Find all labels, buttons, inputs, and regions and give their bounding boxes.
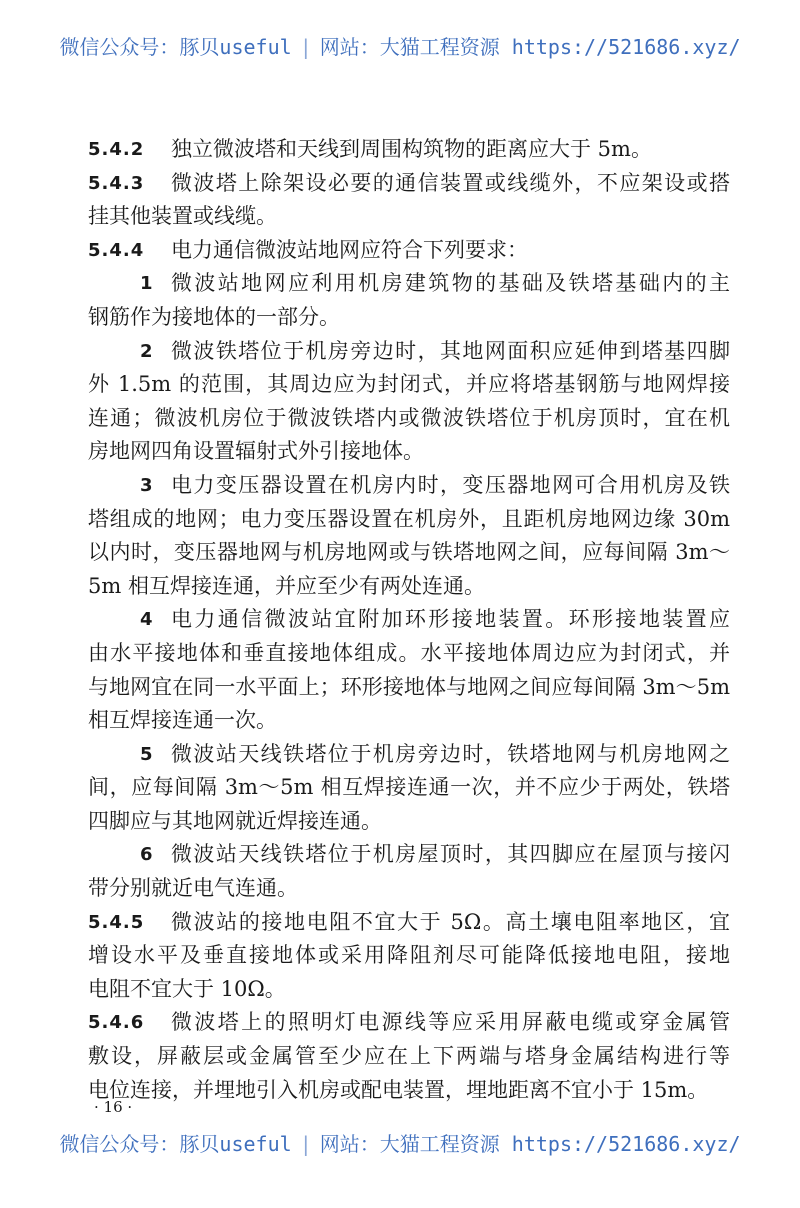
line-text: 增设水平及垂直接地体或采用降阻剂尽可能降低接地电阻，接地	[88, 943, 730, 968]
page-number: · 16 ·	[94, 1098, 133, 1116]
clause-item-2	[88, 335, 730, 469]
text-line	[88, 671, 730, 705]
line-text: 微波站天线铁塔位于机房旁边时，铁塔地网与机房地网之	[171, 741, 730, 766]
watermark-site: 网站：大猫工程资源 https://521686.xyz/	[319, 1132, 741, 1156]
line-text: 微波站地网应利用机房建筑物的基础及铁塔基础内的主	[171, 271, 730, 296]
item-number: 4	[140, 609, 154, 631]
line-text: 间，应每间隔 3m～5m 相互焊接连通一次，并不应少于两处，铁塔	[88, 775, 730, 800]
clause-item-3	[88, 469, 730, 603]
watermark-wechat: 微信公众号：豚贝useful	[59, 1132, 292, 1156]
clause-5-4-5	[88, 906, 730, 1007]
text-line	[88, 1006, 730, 1040]
text-line	[88, 738, 730, 772]
clause-number: 5.4.3	[88, 172, 145, 194]
text-line	[88, 435, 730, 469]
line-text: 微波塔上除架设必要的通信装置或线缆外，不应架设或搭	[171, 170, 730, 195]
text-line	[88, 570, 730, 604]
text-line	[88, 536, 730, 570]
line-text: 独立微波塔和天线到周围构筑物的距离应大于 5m。	[171, 137, 652, 161]
line-text: 外 1.5m 的范围，其周边应为封闭式，并应将塔基钢筋与地网焊接	[88, 372, 730, 397]
document-body	[88, 133, 730, 1107]
item-number: 5	[140, 743, 154, 765]
item-number: 6	[140, 844, 154, 866]
text-line	[88, 939, 730, 973]
text-line	[88, 1040, 730, 1074]
watermark-site: 网站：大猫工程资源 https://521686.xyz/	[319, 35, 741, 59]
text-line	[88, 335, 730, 369]
line-text: 连通；微波机房位于微波铁塔内或微波铁塔位于机房顶时，宜在机	[88, 405, 730, 430]
watermark-separator: |	[299, 35, 312, 59]
line-text: 电力变压器设置在机房内时，变压器地网可合用机房及铁	[171, 472, 730, 497]
line-text: 微波铁塔位于机房旁边时，其地网面积应延伸到塔基四脚	[171, 338, 730, 363]
clause-number: 5.4.4	[88, 239, 145, 261]
line-text: 微波站的接地电阻不宜大于 5Ω。高土壤电阻率地区，宜	[171, 909, 730, 934]
line-text: 与地网宜在同一水平面上；环形接地体与地网之间应每间隔 3m～5m	[88, 674, 730, 699]
line-text: 5m 相互焊接连通，并应至少有两处连通。	[88, 573, 485, 598]
line-text: 电力通信微波站地网应符合下列要求：	[171, 237, 528, 262]
text-line	[88, 234, 730, 268]
text-line	[88, 133, 730, 167]
text-line	[88, 1074, 730, 1108]
item-number: 2	[140, 340, 154, 362]
line-text: 挂其他装置或线缆。	[88, 204, 277, 229]
item-number: 3	[140, 474, 154, 496]
text-line	[88, 301, 730, 335]
text-line	[88, 637, 730, 671]
clause-number: 5.4.5	[88, 911, 145, 933]
text-line	[88, 838, 730, 872]
text-line	[88, 872, 730, 906]
text-line	[88, 368, 730, 402]
line-text: 电力通信微波站宜附加环形接地装置。环形接地装置应	[171, 607, 730, 632]
watermark-top	[0, 31, 800, 60]
line-text: 房地网四角设置辐射式外引接地体。	[88, 439, 424, 464]
text-line	[88, 704, 730, 738]
text-line	[88, 402, 730, 436]
clause-5-4-6	[88, 1006, 730, 1107]
text-line	[88, 503, 730, 537]
line-text: 塔组成的地网；电力变压器设置在机房外，且距机房地网边缘 30m	[88, 506, 730, 531]
line-text: 相互焊接连通一次。	[88, 708, 277, 733]
line-text: 四脚应与其地网就近焊接连通。	[88, 808, 382, 833]
text-line	[88, 200, 730, 234]
line-text: 带分别就近电气连通。	[88, 876, 298, 901]
line-text: 电位连接，并埋地引入机房或配电装置，埋地距离不宜小于 15m。	[88, 1077, 709, 1102]
watermark-bottom	[0, 1128, 800, 1157]
line-text: 微波塔上的照明灯电源线等应采用屏蔽电缆或穿金属管	[171, 1010, 730, 1035]
line-text: 微波站天线铁塔位于机房屋顶时，其四脚应在屋顶与接闪	[171, 842, 730, 867]
clause-number: 5.4.2	[88, 139, 145, 160]
watermark-wechat: 微信公众号：豚贝useful	[59, 35, 292, 59]
item-number: 1	[140, 273, 154, 295]
text-line	[88, 771, 730, 805]
text-line	[88, 603, 730, 637]
line-text: 以内时，变压器地网与机房地网或与铁塔地网之间，应每间隔 3m～	[88, 540, 730, 565]
line-text: 敷设，屏蔽层或金属管至少应在上下两端与塔身金属结构进行等	[88, 1044, 730, 1069]
text-line	[88, 973, 730, 1007]
text-line	[88, 805, 730, 839]
line-text: 钢筋作为接地体的一部分。	[88, 304, 340, 329]
clause-number: 5.4.6	[88, 1012, 145, 1034]
clause-item-6	[88, 838, 730, 905]
line-text: 电阻不宜大于 10Ω。	[88, 976, 286, 1001]
clause-5-4-4	[88, 234, 730, 268]
clause-5-4-2	[88, 133, 730, 167]
text-line	[88, 267, 730, 301]
text-line	[88, 167, 730, 201]
text-line	[88, 906, 730, 940]
clause-item-1	[88, 267, 730, 334]
line-text: 由水平接地体和垂直接地体组成。水平接地体周边应为封闭式，并	[88, 640, 730, 665]
clause-item-4	[88, 603, 730, 737]
clause-item-5	[88, 738, 730, 839]
text-line	[88, 469, 730, 503]
clause-5-4-3	[88, 167, 730, 234]
watermark-separator: |	[299, 1132, 312, 1156]
